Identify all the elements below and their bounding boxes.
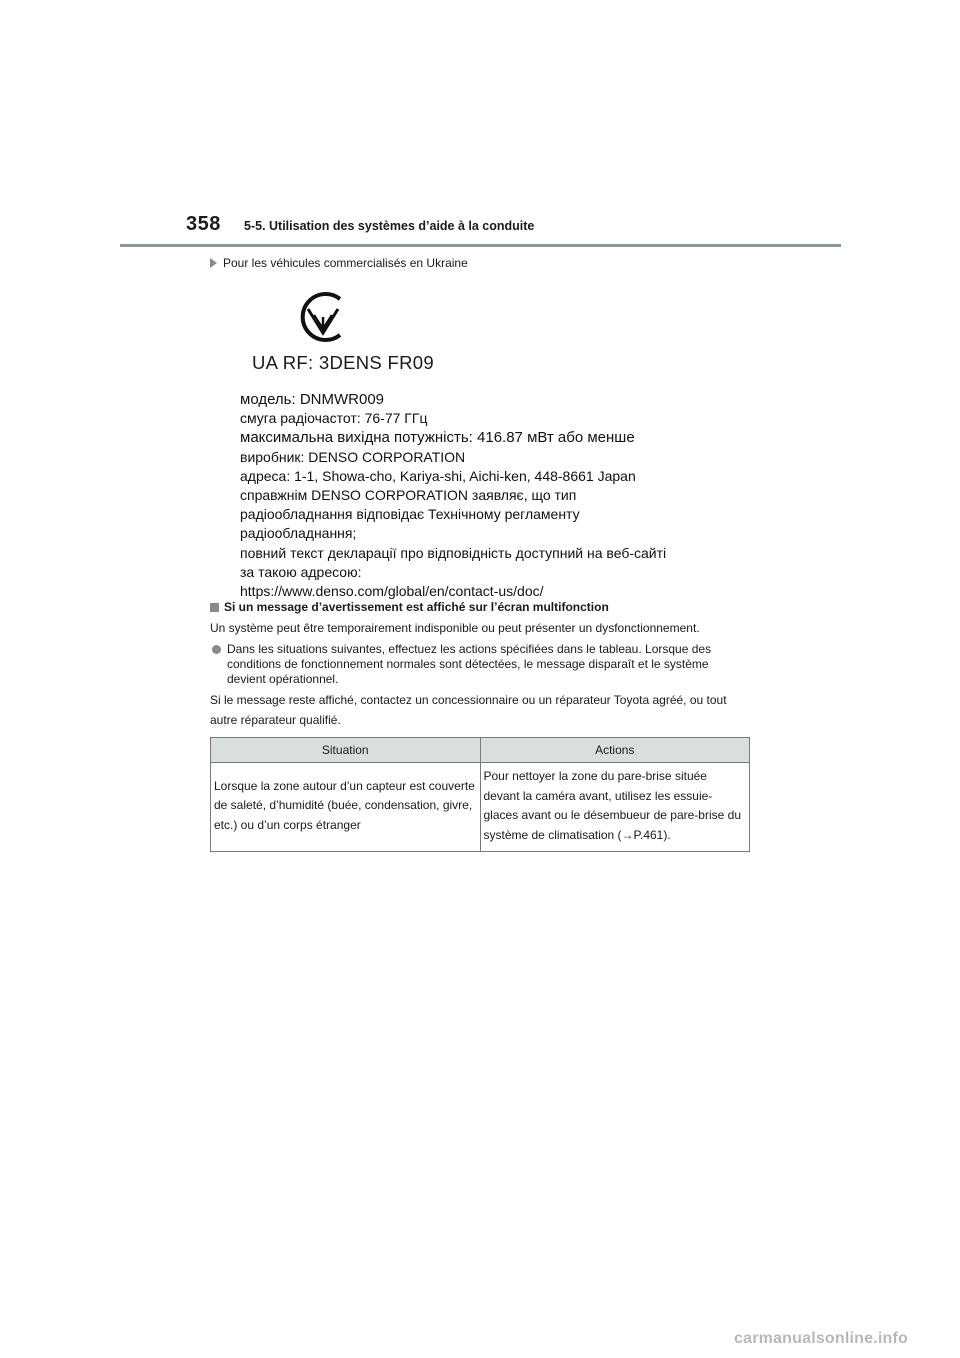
action-cell: Pour nettoyer la zone du pare-brise située devant la caméra avant, utilisez les essuie-glaces avant ou le désembueur de pare-brise du système de climatisation (→P.461). <box>480 763 750 852</box>
ukrainian-conformity-mark-icon <box>296 287 350 352</box>
table-row <box>211 763 750 852</box>
cert-line: https://www.denso.com/global/en/contact-us/doc/ <box>240 583 544 600</box>
cert-line: радіообладнання відповідає Технічному регламенту <box>240 506 580 523</box>
warning-intro: Un système peut être temporairement indisponible ou peut présenter un dysfonctionnement. <box>210 621 700 635</box>
warning-heading <box>210 600 609 614</box>
table-header-row <box>211 738 750 763</box>
square-bullet-icon <box>210 603 219 612</box>
warning-bullet <box>210 642 750 687</box>
certification-lines <box>240 390 666 601</box>
situation-table <box>210 737 750 852</box>
watermark: carmanualsonline.info <box>734 1330 909 1347</box>
situation-cell: Lorsque la zone autour d’un capteur est couverte de saleté, d’humidité (buée, condensation, givre, etc.) ou d’un corps étranger <box>211 763 481 852</box>
cert-line: адреса: 1-1, Showa-cho, Kariya-shi, Aichi-ken, 448-8661 Japan <box>240 467 636 484</box>
cert-line: виробник: DENSO CORPORATION <box>240 448 466 465</box>
cert-line: радіообладнання; <box>240 525 357 542</box>
cert-line: повний текст декларації про відповідність доступний на веб-сайті <box>240 544 667 561</box>
section-title: 5-5. Utilisation des systèmes d’aide à la conduite <box>244 219 535 233</box>
triangle-right-icon <box>210 258 217 268</box>
contact-paragraph: Si le message reste affiché, contactez un concessionnaire ou un réparateur Toyota agréé, ou tout autre réparateur qualifié. <box>210 693 727 727</box>
warning-bullet-text: Dans les situations suivantes, effectuez les actions spécifiées dans le tableau. Lorsque des conditions de fonctionnement normales sont détectées, le message disparaît et le système devient opérationnel. <box>227 642 712 686</box>
column-header-situation: Situation <box>211 738 481 763</box>
ua-rf-code: UA RF: 3DENS FR09 <box>252 352 434 373</box>
column-header-actions: Actions <box>480 738 750 763</box>
page-number: 358 <box>186 213 221 235</box>
cert-line: максимальна вихідна потужність: 416.87 мВт або менше <box>240 429 635 447</box>
cert-line: смуга радіочастот: 76-77 ГГц <box>240 410 428 427</box>
header-rule <box>120 244 841 247</box>
warning-heading-text: Si un message d’avertissement est affiché sur l’écran multifonction <box>224 600 609 614</box>
ukraine-heading-text: Pour les véhicules commercialisés en Ukraine <box>223 256 468 270</box>
ukraine-heading <box>210 256 468 270</box>
circle-bullet-icon <box>212 645 221 654</box>
cert-line: модель: DNMWR009 <box>240 391 385 408</box>
cert-line: справжнім DENSO CORPORATION заявляє, що тип <box>240 487 577 504</box>
cert-line: за такою адресою: <box>240 563 362 580</box>
